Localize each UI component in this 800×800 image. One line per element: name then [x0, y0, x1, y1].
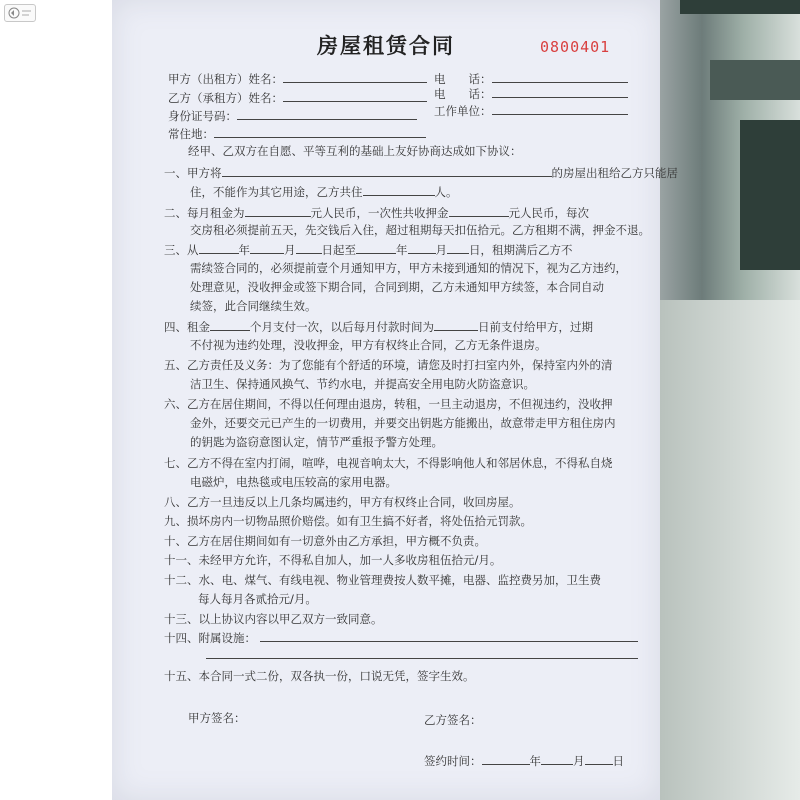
app-logo-icon: [4, 4, 36, 22]
contract-paper: [112, 0, 678, 800]
clause-2: 二、每月租金为 元人民币，一次性共收押金 元人民币，每次: [164, 206, 589, 220]
clause-3-cont-2: 处理意见，没收押金或签下期合同，合同到期，乙方未通知甲方续签，本合同自动: [190, 280, 604, 294]
clause-3: 三、从 年 月 日起至 年 月 日，租期满后乙方不: [164, 243, 573, 257]
signing-date: 签约时间： 年 月 日: [424, 754, 624, 768]
clause-6-cont-2: 的钥匙为盗窃意图认定，情节严重报予警方处理。: [190, 435, 443, 449]
lessor-name-field: 甲方（出租方）姓名：: [168, 70, 427, 87]
lessor-phone-field: 电 话：: [434, 70, 628, 87]
clause-7-cont: 电磁炉，电热毯或电压较高的家用电器。: [190, 475, 397, 489]
clause-5: 五、乙方责任及义务：为了您能有个舒适的环境，请您及时打扫室内外，保持室内外的清: [164, 358, 613, 372]
clause-6: 六、乙方在居住期间，不得以任何理由退房，转租，一旦主动退房，不但视违约，没收押: [164, 397, 613, 411]
lessee-phone-field: 电 话：: [434, 85, 628, 102]
clause-13: 十三、以上协议内容以甲乙双方一致同意。: [164, 612, 383, 626]
clause-14: 十四、附属设施：: [164, 631, 256, 645]
clause-12-cont: 每人每月各贰拾元/月。: [198, 592, 317, 606]
intro-text: 经甲、乙双方在自愿、平等互利的基础上友好协商达成如下协议：: [188, 144, 522, 158]
party-b-signature: 乙方签名：: [424, 713, 482, 727]
serial-number: 0800401: [540, 38, 611, 56]
party-a-signature: 甲方签名：: [188, 711, 246, 725]
clause-5-cont: 洁卫生、保持通风换气、节约水电，并提高安全用电防火防盗意识。: [190, 377, 535, 391]
clause-11: 十一、未经甲方允许，不得私自加人，加一人多收房租伍拾元/月。: [164, 553, 502, 567]
clause-1: 一、甲方将 的房屋出租给乙方只能居: [164, 166, 678, 180]
background-left: [0, 0, 112, 800]
clause-4: 四、租金 个月支付一次，以后每月付款时间为 日前支付给甲方，过期: [164, 320, 593, 334]
clause-3-cont-3: 续签，此合同继续生效。: [190, 299, 317, 313]
clause-10: 十、乙方在居住期间如有一切意外由乙方承担，甲方概不负责。: [164, 534, 486, 548]
clause-1-cont: 住，不能作为其它用途，乙方共住 人。: [190, 185, 458, 199]
lessee-name-field: 乙方（承租方）姓名：: [168, 89, 427, 106]
document-title: 房屋租赁合同: [317, 33, 455, 58]
facilities-line-1: [260, 641, 638, 642]
clause-9: 九、损坏房内一切物品照价赔偿。如有卫生搞不好者，将处伍拾元罚款。: [164, 514, 532, 528]
clause-3-cont-1: 需续签合同的，必须提前壹个月通知甲方，甲方未接到通知的情况下，视为乙方违约，: [190, 261, 627, 275]
clause-12: 十二、水、电、煤气、有线电视、物业管理费按人数平摊，电器、监控费另加，卫生费: [164, 573, 601, 587]
clause-4-cont: 不付视为违约处理，没收押金，甲方有权终止合同，乙方无条件退房。: [190, 338, 547, 352]
residence-field: 常住地：: [168, 125, 426, 142]
background-right: [660, 0, 800, 800]
employer-field: 工作单位：: [434, 102, 628, 119]
clause-6-cont-1: 金外，还要交元已产生的一切费用，并要交出钥匙方能搬出，故意带走甲方租住房内: [190, 416, 616, 430]
facilities-line-2: [206, 658, 638, 659]
clause-8: 八、乙方一旦违反以上几条均属违约，甲方有权终止合同，收回房屋。: [164, 495, 521, 509]
clause-15: 十五、本合同一式二份，双各执一份，口说无凭，签字生效。: [164, 669, 475, 683]
clause-2-cont: 交房租必须提前五天，先交钱后入住，超过租期每天扣伍拾元。乙方租期不满，押金不退。: [190, 223, 650, 237]
id-number-field: 身份证号码：: [168, 107, 417, 124]
clause-7: 七、乙方不得在室内打闹，喧哗，电视音响太大，不得影响他人和邻居休息，不得私自烧: [164, 456, 613, 470]
